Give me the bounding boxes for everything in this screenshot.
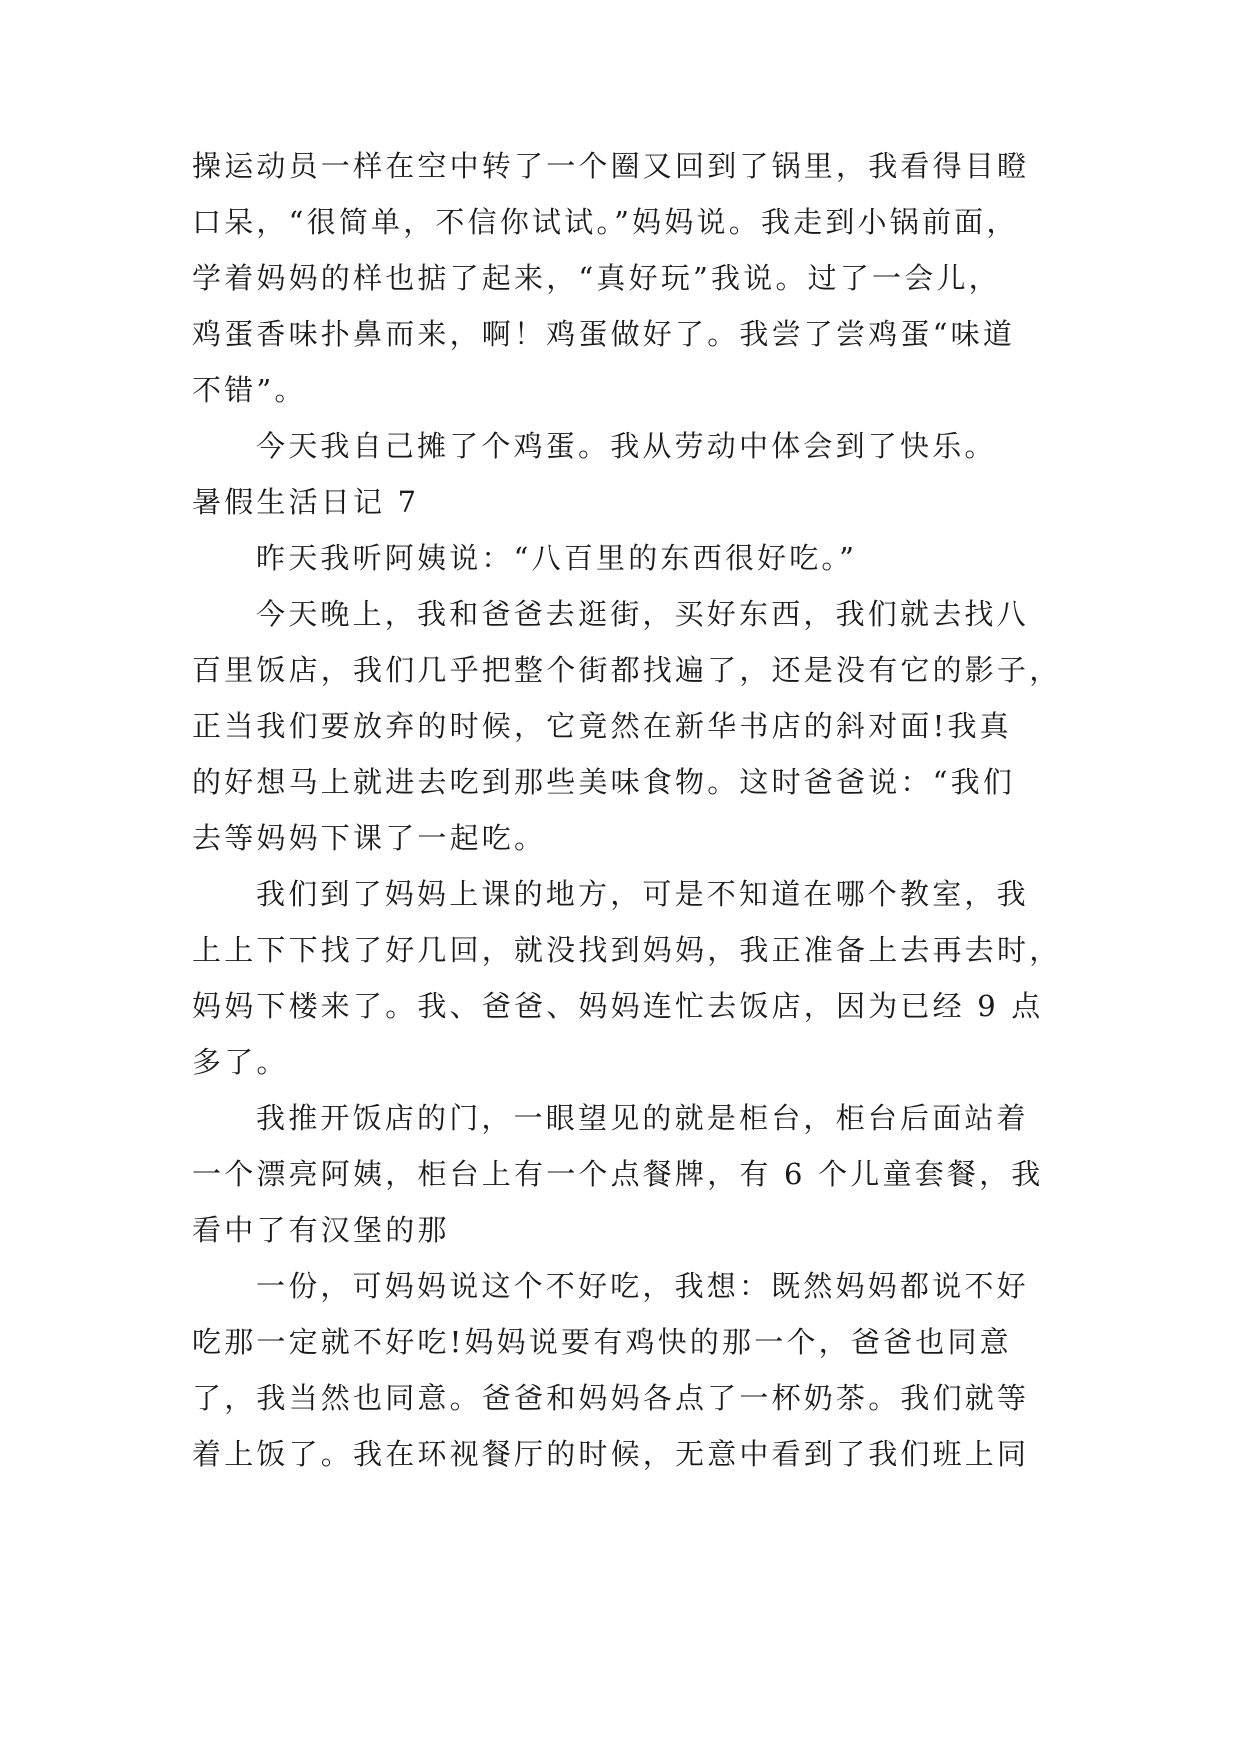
paragraph-first-line: 今天我自己摊了个鸡蛋。我从劳动中体会到了快乐。 (256, 429, 997, 463)
text-line: 着上饭了。我在环视餐厅的时候，无意中看到了我们班上同 (192, 1437, 1030, 1471)
paragraph-first-line: 昨天我听阿姨说：“八百里的东西很好吃。” (256, 541, 858, 575)
text-line: 多了。 (192, 1045, 289, 1079)
paragraph-first-line: 今天晚上，我和爸爸去逛街，买好东西，我们就去找八 (256, 597, 1029, 631)
text-line: 妈妈下楼来了。我、爸爸、妈妈连忙去饭店，因为已经 9 点 (192, 989, 1044, 1023)
text-line: 正当我们要放弃的时候，它竟然在新华书店的斜对面!我真 (192, 709, 1012, 743)
paragraph-first-line: 一份，可妈妈说这个不好吃，我想：既然妈妈都说不好 (256, 1269, 1029, 1303)
text-line: 鸡蛋香味扑鼻而来，啊！鸡蛋做好了。我尝了尝鸡蛋“味道 (192, 317, 1016, 351)
text-line: 操运动员一样在空中转了一个圈又回到了锅里，我看得目瞪 (192, 149, 1030, 183)
text-line: 不错”。 (192, 373, 307, 407)
text-line: 吃那一定就不好吃!妈妈说要有鸡快的那一个，爸爸也同意 (192, 1325, 1012, 1359)
text-line: 去等妈妈下课了一起吃。 (192, 821, 547, 855)
text-line: 看中了有汉堡的那 (192, 1213, 450, 1247)
section-heading: 暑假生活日记 7 (192, 485, 420, 519)
text-line: 的好想马上就进去吃到那些美味食物。这时爸爸说：“我们 (192, 765, 1016, 799)
paragraph-first-line: 我们到了妈妈上课的地方，可是不知道在哪个教室，我 (256, 877, 1029, 911)
text-line: 了，我当然也同意。爸爸和妈妈各点了一杯奶茶。我们就等 (192, 1381, 1030, 1415)
paragraph-first-line: 我推开饭店的门，一眼望见的就是柜台，柜台后面站着 (256, 1101, 1029, 1135)
text-line: 上上下下找了好几回，就没找到妈妈，我正准备上去再去时， (192, 933, 1062, 967)
text-line: 学着妈妈的样也掂了起来，“真好玩”我说。过了一会儿， (192, 261, 1001, 295)
text-line: 口呆，“很简单，不信你试试。”妈妈说。我走到小锅前面， (192, 205, 1019, 239)
text-line: 一个漂亮阿姨，柜台上有一个点餐牌，有 6 个儿童套餐，我 (192, 1157, 1044, 1191)
text-line: 百里饭店，我们几乎把整个街都找遍了，还是没有它的影子， (192, 653, 1062, 687)
